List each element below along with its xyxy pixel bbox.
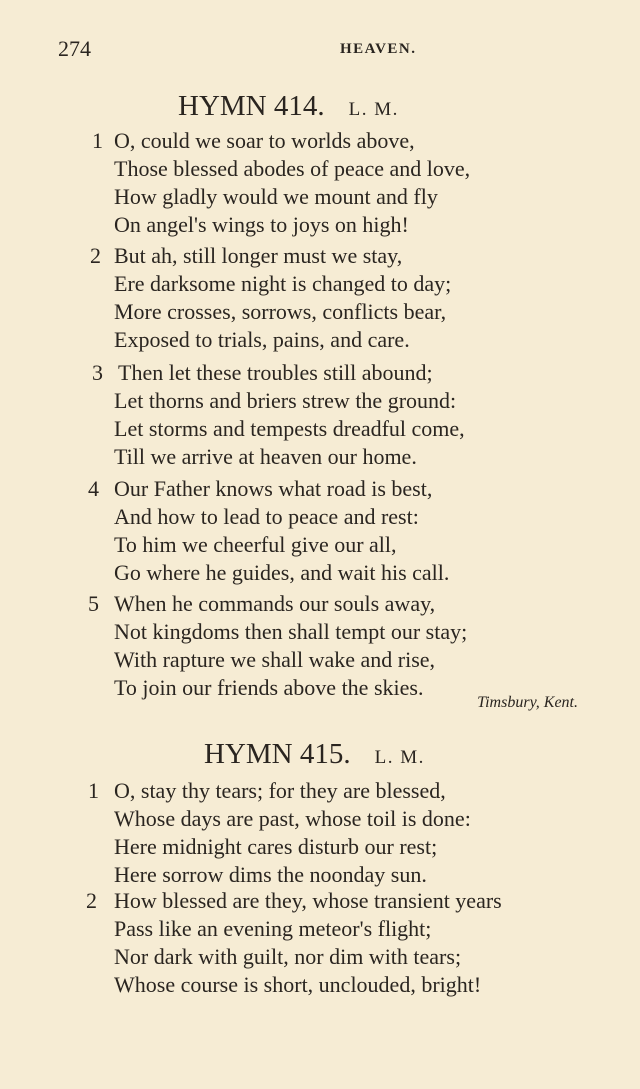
verse-line: To join our friends above the skies. — [114, 675, 424, 700]
verse-number: 2 — [90, 243, 101, 268]
verse-line: On angel's wings to joys on high! — [114, 212, 409, 237]
verse-line: Pass like an evening meteor's flight; — [114, 916, 432, 941]
verse-line: Whose course is short, unclouded, bright! — [114, 972, 482, 997]
verse-line: Go where he guides, and wait his call. — [114, 560, 450, 585]
verse-line: When he commands our souls away, — [114, 591, 436, 616]
verse-line: Ere darksome night is changed to day; — [114, 271, 452, 296]
verse-line: Our Father knows what road is best, — [114, 476, 433, 501]
verse-line: More crosses, sorrows, conflicts bear, — [114, 299, 447, 324]
page-number: 274 — [58, 36, 91, 61]
verse-line: Exposed to trials, pains, and care. — [114, 327, 410, 352]
verse-line: Let thorns and briers strew the ground: — [114, 388, 457, 413]
verse-line: To him we cheerful give our all, — [114, 532, 397, 557]
verse-line: With rapture we shall wake and rise, — [114, 647, 436, 672]
verse-number: 3 — [92, 360, 103, 385]
verse-number: 2 — [86, 888, 97, 913]
verse-line: O, could we soar to worlds above, — [114, 128, 415, 153]
verse-line: Here midnight cares disturb our rest; — [114, 834, 438, 859]
hymn-heading — [178, 90, 399, 123]
verse-line: Whose days are past, whose toil is done: — [114, 806, 471, 831]
verse-line: Till we arrive at heaven our home. — [114, 444, 417, 469]
hymn-title: HYMN 414. — [178, 90, 325, 122]
verse-line: Not kingdoms then shall tempt our stay; — [114, 619, 468, 644]
verse-line: Nor dark with guilt, nor dim with tears; — [114, 944, 462, 969]
verse-number: 4 — [88, 476, 99, 501]
verse-line: Here sorrow dims the noonday sun. — [114, 862, 427, 887]
hymn-meter: L. M. — [348, 99, 399, 120]
verse-line: Then let these troubles still abound; — [118, 360, 433, 385]
hymn-meter: L. M. — [374, 747, 425, 768]
hymn-heading — [204, 738, 425, 771]
hymn-title: HYMN 415. — [204, 738, 351, 770]
verse-line: And how to lead to peace and rest: — [114, 504, 419, 529]
verse-line: But ah, still longer must we stay, — [114, 243, 403, 268]
running-head — [58, 36, 582, 66]
verse-line: How blessed are they, whose transient years — [114, 888, 502, 913]
hymn-attribution: Timsbury, Kent. — [477, 694, 578, 711]
verse-line: Those blessed abodes of peace and love, — [114, 156, 471, 181]
verse-line: O, stay thy tears; for they are blessed, — [114, 778, 446, 803]
verse-number: 5 — [88, 591, 99, 616]
verse-number: 1 — [88, 778, 99, 803]
verse-line: Let storms and tempests dreadful come, — [114, 416, 465, 441]
verse-line: How gladly would we mount and fly — [114, 184, 438, 209]
verse-number: 1 — [92, 128, 103, 153]
running-title: HEAVEN. — [340, 41, 417, 57]
